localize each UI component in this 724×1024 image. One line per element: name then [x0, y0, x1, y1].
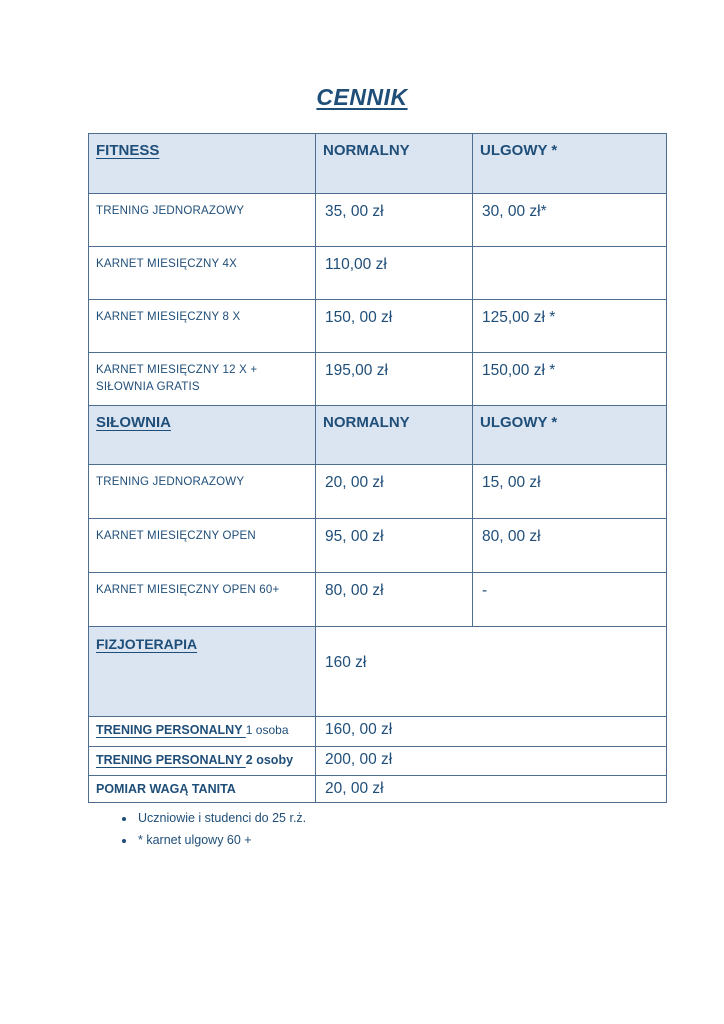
footnote-item: • Uczniowie i studenci do 25 r.ż. [136, 811, 666, 825]
price-normal: 150, 00 zł [316, 300, 473, 353]
price-normal: 195,00 zł [316, 353, 473, 406]
table-row [89, 519, 667, 573]
price-normal: 35, 00 zł [316, 194, 473, 247]
price-merged: 20, 00 zł [316, 776, 667, 803]
price-reduced: 80, 00 zł [473, 519, 667, 573]
service-label: KARNET MIESIĘCZNY OPEN 60+ [89, 573, 316, 627]
table-row [89, 353, 667, 406]
service-label [89, 717, 316, 747]
table-row [89, 747, 667, 776]
silownia-header-row [89, 406, 667, 465]
service-label: KARNET MIESIĘCZNY 4X [89, 247, 316, 300]
document-content [88, 133, 666, 855]
service-label-suffix: 2 osoby [245, 753, 294, 767]
section-title-fitness: FITNESS [96, 142, 160, 159]
service-label: KARNET MIESIĘCZNY 12 X + SIŁOWNIA GRATIS [89, 353, 316, 406]
table-row [89, 300, 667, 353]
price-normal: 110,00 zł [316, 247, 473, 300]
page-title-text: CENNIK [316, 84, 408, 110]
table-row [89, 465, 667, 519]
service-label: KARNET MIESIĘCZNY OPEN [89, 519, 316, 573]
price-reduced: 15, 00 zł [473, 465, 667, 519]
price-reduced [473, 247, 667, 300]
price-normal: 20, 00 zł [316, 465, 473, 519]
pricing-table [88, 133, 667, 803]
service-label: KARNET MIESIĘCZNY 8 X [89, 300, 316, 353]
service-label [89, 776, 316, 803]
table-row [89, 247, 667, 300]
section-title-silownia: SIŁOWNIA [96, 414, 171, 431]
service-label-suffix: 1 osoba [245, 723, 289, 737]
footnote-item: • * karnet ulgowy 60 + [136, 833, 666, 847]
fizjoterapia-row [89, 627, 667, 717]
price-merged: 160 zł [316, 627, 667, 717]
price-reduced: 30, 00 zł* [473, 194, 667, 247]
section-header-fizjoterapia [89, 627, 316, 717]
price-merged: 200, 00 zł [316, 747, 667, 776]
service-label: TRENING JEDNORAZOWY [89, 465, 316, 519]
column-header-normalny: NORMALNY [316, 406, 473, 465]
fitness-header-row [89, 134, 667, 194]
service-label [89, 747, 316, 776]
table-row [89, 573, 667, 627]
section-header-fitness [89, 134, 316, 194]
page-title [0, 84, 724, 111]
price-reduced: 125,00 zł * [473, 300, 667, 353]
service-label-main: POMIAR WAGĄ TANITA [96, 782, 236, 796]
footnotes-list [118, 811, 666, 847]
price-normal: 80, 00 zł [316, 573, 473, 627]
service-label-main: TRENING PERSONALNY [96, 753, 246, 767]
price-normal: 95, 00 zł [316, 519, 473, 573]
price-reduced: - [473, 573, 667, 627]
section-header-silownia [89, 406, 316, 465]
column-header-ulgowy: ULGOWY * [473, 134, 667, 194]
column-header-normalny: NORMALNY [316, 134, 473, 194]
table-row [89, 717, 667, 747]
service-label-main: TRENING PERSONALNY [96, 723, 246, 737]
section-title-fizjoterapia: FIZJOTERAPIA [96, 636, 198, 652]
service-label: TRENING JEDNORAZOWY [89, 194, 316, 247]
price-merged: 160, 00 zł [316, 717, 667, 747]
table-row [89, 194, 667, 247]
column-header-ulgowy: ULGOWY * [473, 406, 667, 465]
table-row [89, 776, 667, 803]
price-reduced: 150,00 zł * [473, 353, 667, 406]
